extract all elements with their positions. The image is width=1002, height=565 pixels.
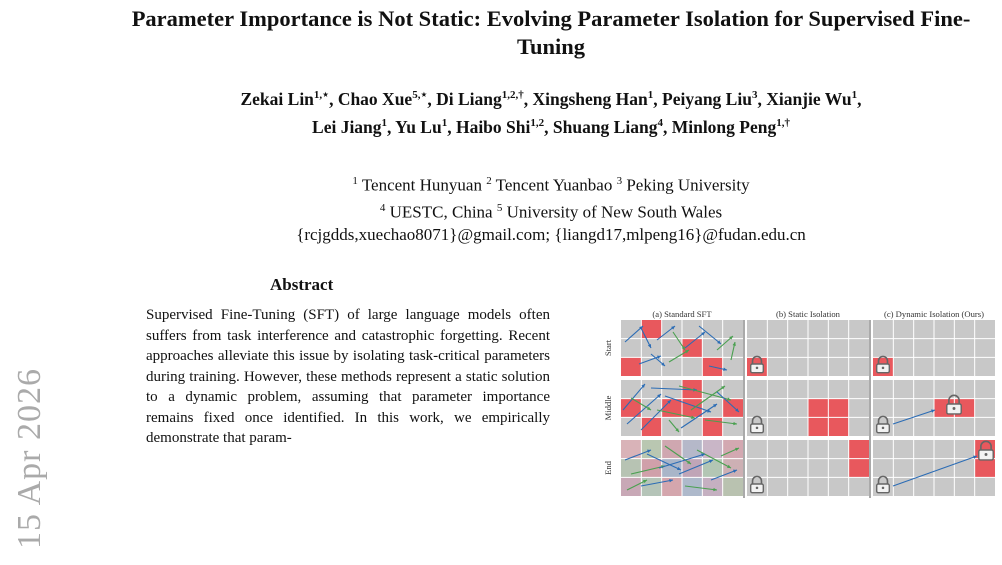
author-name: Lei Jiang <box>312 116 382 137</box>
static-isolation-middle-panel <box>747 380 869 436</box>
figure-column-label: (a) Standard SFT <box>652 309 712 319</box>
figure-row-label: Start <box>603 339 613 357</box>
author-separator: , <box>757 88 767 109</box>
arxiv-date-stamp: 15 Apr 2026 <box>11 368 48 549</box>
author-name: Xianjie Wu <box>766 88 852 109</box>
static-isolation-start-panel <box>747 320 869 376</box>
author-emails: {rcjgdds,xuechao8071}@gmail.com; {liangd17,mlpeng16}@fudan.edu.cn <box>296 225 806 245</box>
affiliation-name: University of New South Wales <box>502 202 723 222</box>
highlighted-cell <box>702 477 722 496</box>
highlighted-cell <box>723 440 743 459</box>
author-name: Xingsheng Han <box>532 88 648 109</box>
author-separator: , <box>427 88 437 109</box>
highlighted-cell <box>621 477 641 496</box>
author-name: Zekai Lin <box>240 88 314 109</box>
static-isolation-end-panel <box>747 440 869 496</box>
highlighted-cell <box>621 357 641 376</box>
highlighted-cell <box>808 399 828 418</box>
highlighted-cell <box>808 417 828 436</box>
affiliations <box>110 170 992 246</box>
author-separator: , <box>447 116 456 137</box>
author-affiliation-mark: 1,2,† <box>501 89 524 101</box>
author-separator: , <box>523 88 533 109</box>
affiliation-name: Peking University <box>622 175 750 195</box>
affiliation-number: 2 <box>486 175 492 187</box>
highlighted-cell <box>828 417 848 436</box>
author-separator: , <box>544 116 553 137</box>
author-affiliation-mark: 1 <box>381 116 388 129</box>
highlighted-cell <box>723 399 743 418</box>
author-name: Yu Lu <box>395 116 442 137</box>
affiliation-line-1 <box>110 170 992 197</box>
author-separator: , <box>653 88 662 109</box>
author-affiliation-mark: 1,2 <box>530 116 545 129</box>
author-name: Di Liang <box>436 88 502 109</box>
author-list <box>110 83 992 139</box>
author-affiliation-mark: 1 <box>647 89 654 101</box>
author-affiliation-mark: 5,⋆ <box>412 89 428 101</box>
author-name: Peiyang Liu <box>662 88 752 109</box>
affiliation-number: 4 <box>379 201 386 214</box>
author-affiliation-mark: 1,⋆ <box>313 89 330 101</box>
author-affiliation-mark: 1,† <box>776 116 790 129</box>
affiliation-name: UESTC, China <box>385 202 497 222</box>
author-separator: , <box>662 116 672 137</box>
author-affiliation-mark: 1 <box>851 89 858 101</box>
highlighted-cell <box>849 440 869 459</box>
affiliation-name: Tencent Yuanbao <box>491 175 617 195</box>
highlighted-cell <box>621 440 641 459</box>
author-separator: , <box>329 88 338 109</box>
author-name: Haibo Shi <box>455 116 531 137</box>
author-line-2 <box>110 111 992 139</box>
dynamic-isolation-start-panel <box>873 320 995 376</box>
affiliation-name: Tencent Hunyuan <box>357 175 487 195</box>
author-separator: , <box>857 88 862 109</box>
affiliation-number: 5 <box>496 201 503 214</box>
figure-column-label: (b) Static Isolation <box>776 309 840 319</box>
author-name: Minlong Peng <box>671 116 777 137</box>
author-separator: , <box>387 116 396 137</box>
affiliation-number: 3 <box>616 175 623 187</box>
paper-title: Parameter Importance is Not Static: Evolving Parameter Isolation for Supervised Fine-Tuning <box>131 6 971 59</box>
author-affiliation-mark: 1 <box>441 116 448 129</box>
highlighted-cell <box>849 459 869 478</box>
author-name: Shuang Liang <box>552 116 658 137</box>
affiliation-number: 1 <box>352 175 358 187</box>
author-name: Chao Xue <box>337 88 413 109</box>
highlighted-cell <box>828 399 848 418</box>
affiliation-line-2 <box>110 197 992 224</box>
highlighted-cell <box>975 459 995 478</box>
figure-row-label: End <box>603 461 613 475</box>
figure-row-label: Middle <box>603 395 613 421</box>
figure-column-label: (c) Dynamic Isolation (Ours) <box>884 309 984 319</box>
standard-sft-middle-panel <box>621 380 743 436</box>
abstract-text: Supervised Fine-Tuning (SFT) of large language models often suffers from task interference and catastrophic forgetting. Recent approaches alleviate this issue by isolating task-critical parameters during training. However, these methods represent a static solution to a dynamic problem, assuming that parameter importance remains fixed once identified. In this work, we empirically demonstrate that param- <box>146 307 550 446</box>
highlighted-cell <box>723 477 743 496</box>
author-affiliation-mark: 4 <box>657 116 663 129</box>
abstract-heading: Abstract <box>270 275 334 294</box>
author-affiliation-mark: 3 <box>751 89 758 101</box>
standard-sft-end-panel <box>621 440 743 496</box>
highlighted-cell <box>621 459 641 478</box>
dynamic-isolation-end-panel <box>873 440 995 496</box>
standard-sft-start-panel <box>621 320 743 376</box>
highlighted-cell <box>702 440 722 459</box>
dynamic-isolation-middle-panel <box>873 380 995 436</box>
author-line-1 <box>110 83 992 111</box>
parameter-isolation-figure <box>600 308 1002 498</box>
